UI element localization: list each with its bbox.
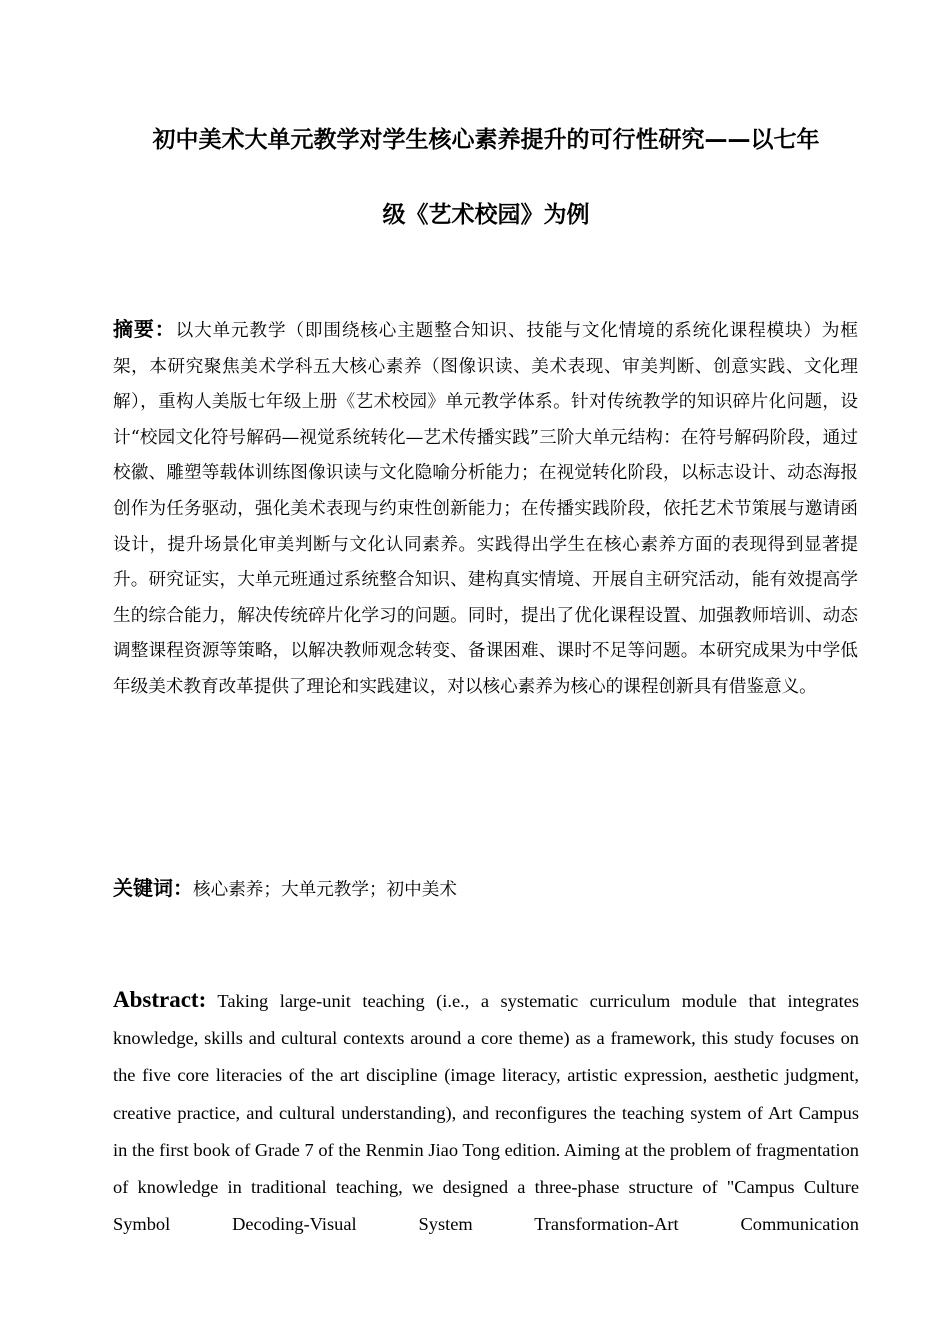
english-abstract-text: Taking large-unit teaching (i.e., a systematic curriculum module that integrates knowledge, skills and cultural contexts around a core theme) as a framework, this study focuses on the five core literacies of the art discipline (image literacy, artistic expression, aesthetic judgment, creative practice, and cultural understanding), and reconfigures the teaching system of Art Campus in the first book of Grade 7 of the Renmin Jiao Tong edition. Aiming at the problem of fragmentation of knowledge in traditional teaching, we designed a three-phase structure of "Campus Culture Symbol Decoding-Visual System Transformation-Art Communication [113, 991, 860, 1235]
chinese-abstract-label: 摘要： [113, 317, 176, 341]
chinese-abstract-text: 以大单元教学（即围绕核心主题整合知识、技能与文化情境的系统化课程模块）为框架，本研究聚焦美术学科五大核心素养（图像识读、美术表现、审美判断、创意实践、文化理解），重构人美版七年级上册《艺术校园》单元教学体系。针对传统教学的知识碎片化问题，设计“校园文化符号解码—视觉系统转化—艺术传播实践”三阶大单元结构：在符号解码阶段，通过校徽、雕塑等载体训练图像识读与文化隐喻分析能力；在视觉转化阶段，以标志设计、动态海报创作为任务驱动，强化美术表现与约束性创新能力；在传播实践阶段，依托艺术节策展与邀请函设计，提升场景化审美判断与文化认同素养。实践得出学生在核心素养方面的表现得到显著提升。研究证实，大单元班通过系统整合知识、建构真实情境、开展自主研究活动，能有效提高学生的综合能力，解决传统碎片化学习的问题。同时，提出了优化课程设置、加强教师培训、动态调整课程资源等策略，以解决教师观念转变、备课困难、课时不足等问题。本研究成果为中学低年级美术教育改革提供了理论和实践建议，对以核心素养为核心的课程创新具有借鉴意义。 [113, 321, 858, 697]
document-title-line-2: 级《艺术校园》为例 [382, 202, 590, 228]
english-abstract [113, 981, 859, 1243]
chinese-abstract [113, 312, 858, 706]
keywords [113, 872, 858, 906]
english-abstract-label: Abstract: [113, 987, 207, 1012]
document-title-line-1: 初中美术大单元教学对学生核心素养提升的可行性研究——以七年 [152, 127, 820, 153]
keywords-label: 关键词： [113, 876, 193, 900]
keywords-text: 核心素养；大单元教学；初中美术 [193, 880, 457, 900]
